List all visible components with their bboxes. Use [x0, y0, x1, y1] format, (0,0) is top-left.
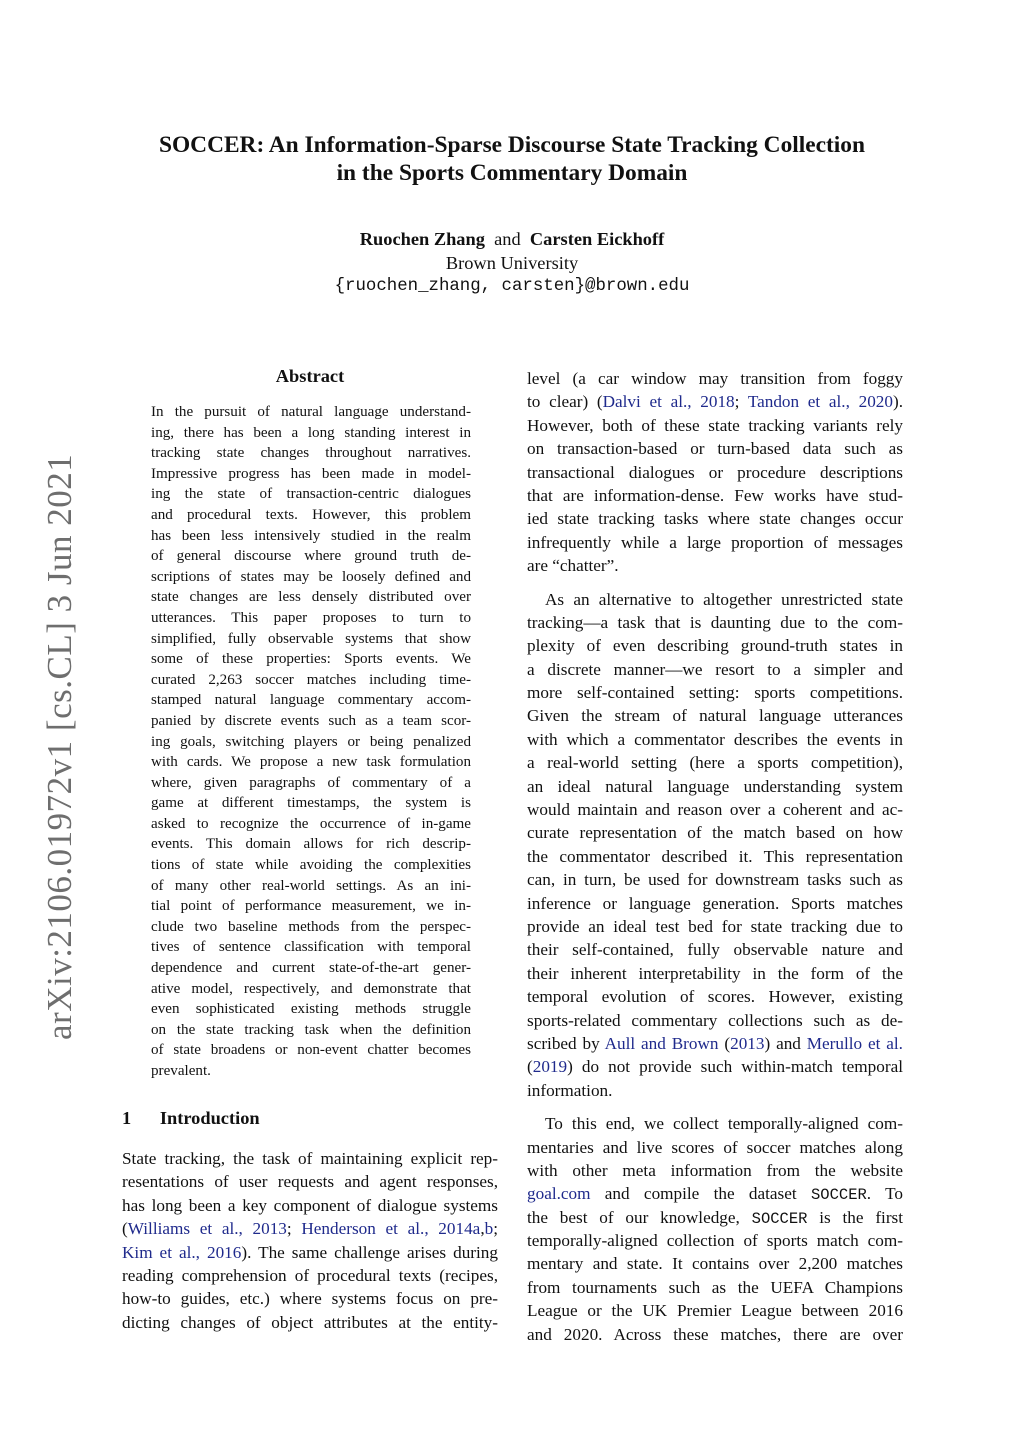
text-line: (2019) do not provide such within-match temporal [527, 1057, 903, 1077]
text-line: an ideal natural language understanding system [527, 776, 903, 796]
author-conjunction: and [494, 229, 521, 249]
abstract-line: ing the state of transaction-centric dialogues [151, 486, 471, 503]
abstract-line: ative model, respectively, and demonstrate that [151, 980, 471, 997]
text-line: to clear) (Dalvi et al., 2018; Tandon et al., 2020). [527, 392, 904, 412]
text-line: Given the stream of natural language utterances [527, 706, 903, 726]
text-line: dicting changes of object attributes at the entity- [122, 1312, 498, 1332]
text-line: how-to guides, etc.) where systems focus on pre- [122, 1289, 498, 1309]
affiliation: Brown University [445, 253, 579, 273]
abstract-line: even sophisticated existing methods struggle [151, 1001, 471, 1018]
text-line: curate representation of the match based on how [527, 823, 903, 843]
text-line: can, in turn, be used for downstream tasks such as [527, 870, 903, 890]
text-line: their inherent interpretability in the form of the [527, 963, 903, 983]
text-line: goal.com and compile the dataset SOCCER. To [527, 1184, 903, 1205]
abstract-line: state changes are less densely distributed over [151, 589, 471, 606]
text-line: infrequently while a large proportion of messages [527, 532, 903, 552]
text-line: (Williams et al., 2013; Henderson et al., 2014a,b; [122, 1219, 498, 1239]
abstract-line: of general discourse where ground truth de- [151, 548, 471, 565]
abstract-line: with cards. We propose a new task formulation [151, 754, 471, 771]
text-line: would maintain and reason over a coherent and ac- [527, 800, 903, 820]
abstract-line: tial point of performance measurement, we in- [151, 898, 471, 915]
website-link[interactable]: goal.com [527, 1184, 591, 1204]
text-line: information. [527, 1080, 613, 1100]
dataset-name: SOCCER [751, 1209, 808, 1228]
text-line: has long been a key component of dialogue systems [122, 1195, 498, 1215]
abstract-line: of many other real-world settings. As an ini- [151, 877, 471, 894]
section-number: 1 [122, 1108, 132, 1128]
abstract-line: tracking state changes throughout narratives. [151, 445, 471, 462]
citation-link[interactable]: Kim et al., 2016 [122, 1242, 242, 1262]
abstract-line: curated 2,263 soccer matches including time- [151, 671, 471, 688]
paper-title [60, 131, 964, 187]
abstract-line: of state broadens or non-event chatter becomes [151, 1042, 471, 1059]
author-2: Carsten Eickhoff [529, 229, 665, 249]
text-line: from tournaments such as the UEFA Champions [527, 1277, 903, 1297]
text-line: League or the UK Premier League between 2016 [527, 1301, 903, 1321]
abstract-line: tives of sentence classification with temporal [151, 939, 471, 956]
author-block [60, 227, 964, 299]
citation-link[interactable]: 2013 [730, 1033, 765, 1053]
author-names [60, 227, 964, 251]
text-line: resentations of user requests and agent responses, [122, 1172, 498, 1192]
text-line: Kim et al., 2016). The same challenge arises during [122, 1242, 498, 1262]
text-line: ied state tracking tasks where state changes occur [527, 509, 903, 529]
abstract-line: clude two baseline methods from the perspec- [151, 918, 471, 935]
text-line: However, both of these state tracking variants rely [527, 415, 903, 435]
text-line: more self-contained setting: sports competitions. [527, 683, 903, 703]
dataset-name: SOCCER [810, 1186, 867, 1205]
text-line: reading comprehension of procedural texts (recipes, [122, 1265, 498, 1285]
abstract-line: ing, there has been a long standing interest in [151, 424, 471, 441]
text-line: that are information-dense. Few works have stud- [527, 485, 903, 505]
author-emails: {ruochen_zhang, carsten}@brown.edu [334, 277, 690, 296]
text-line: State tracking, the task of maintaining explicit rep- [122, 1149, 498, 1168]
citation-link[interactable]: Aull and Brown [604, 1033, 719, 1053]
text-line: As an alternative to altogether unrestricted state [545, 589, 903, 609]
introduction-paragraph [122, 1147, 498, 1334]
text-line: with which a commentator describes the events in [527, 729, 903, 749]
author-1: Ruochen Zhang [359, 229, 485, 249]
abstract-line: simplified, fully observable systems that show [151, 630, 471, 647]
abstract-line: In the pursuit of natural language understand- [151, 404, 471, 420]
abstract-line: and procedural texts. However, this problem [151, 506, 471, 523]
text-line: with other meta information from the website [527, 1160, 903, 1180]
text-line: their self-contained, fully observable nature and [527, 940, 903, 960]
text-line: tracking—a task that is daunting due to the com- [527, 612, 903, 632]
citation-link[interactable]: Williams et al., 2013 [127, 1219, 287, 1239]
abstract-line: where, given paragraphs of commentary of a [151, 774, 471, 791]
abstract-line: panied by discrete events such as a team scor- [151, 712, 471, 729]
citation-link[interactable]: Tandon et al., 2020 [747, 392, 893, 412]
text-line: scribed by Aull and Brown (2013) and Merullo et al. [527, 1033, 903, 1053]
arxiv-identifier: arXiv:2106.01972v1 [cs.CL] 3 Jun 2021 [40, 453, 79, 1040]
text-line: To this end, we collect temporally-aligned com- [545, 1114, 903, 1134]
title-line-2: in the Sports Commentary Domain [336, 160, 688, 186]
text-line: and 2020. Across these matches, there are over [527, 1324, 903, 1344]
text-line: a real-world setting (here a sports competition), [527, 753, 903, 773]
abstract-line: game at different timestamps, the system is [151, 795, 471, 812]
abstract-heading: Abstract [275, 366, 345, 386]
text-line: on transaction-based or turn-based data such as [527, 439, 903, 459]
abstract-line: utterances. This paper proposes to turn to [151, 609, 471, 626]
abstract-line: has been less intensively studied in the realm [151, 527, 471, 544]
text-line: temporally-aligned collection of sports match com- [527, 1231, 903, 1251]
abstract-line: some of these properties: Sports events. We [151, 651, 471, 668]
text-line: the best of our knowledge, SOCCER is the first [527, 1207, 904, 1228]
abstract-body [151, 402, 471, 1082]
abstract-line: tions of state while avoiding the complexities [151, 857, 471, 874]
title-line-1: SOCCER: An Information-Sparse Discourse State Tracking Collection [158, 132, 866, 158]
text-line: are “chatter”. [527, 556, 619, 576]
citation-link[interactable]: Dalvi et al., 2018 [602, 392, 735, 412]
abstract-line: asked to recognize the occurrence of in-game [151, 815, 471, 832]
abstract-line: ing goals, switching players or being penalized [151, 733, 471, 750]
abstract-line: on the state tracking task when the definition [151, 1021, 471, 1038]
text-line: level (a car window may transition from foggy [527, 369, 903, 388]
text-line: temporal evolution of scores. However, existing [527, 987, 903, 1007]
text-line: mentary and state. It contains over 2,200 matches [527, 1254, 903, 1274]
section-title: Introduction [159, 1108, 260, 1128]
abstract-line: dependence and current state-of-the-art gener- [151, 960, 471, 977]
citation-link[interactable]: Henderson et al., 2014a [301, 1219, 481, 1239]
text-line: provide an ideal test bed for state tracking due to [527, 916, 903, 936]
abstract-line: Impressive progress has been made in model- [151, 465, 471, 482]
text-line: the commentator described it. This representation [527, 846, 903, 866]
section-heading-introduction [122, 1108, 260, 1129]
text-line: sports-related commentary collections such as de- [527, 1010, 903, 1030]
abstract-line: scriptions of states may be loosely defined and [151, 568, 471, 585]
abstract-line: prevalent. [151, 1063, 211, 1079]
text-line: transactional dialogues or procedure descriptions [527, 462, 903, 482]
citation-link[interactable]: 2019 [532, 1057, 568, 1077]
abstract-line: events. This domain allows for rich descrip- [151, 836, 471, 853]
text-line: inference or language generation. Sports matches [527, 893, 903, 913]
citation-link[interactable]: b [484, 1219, 494, 1239]
text-line: a discrete manner—we resort to a simpler and [527, 659, 903, 679]
text-line: mentaries and live scores of soccer matches along [527, 1137, 903, 1157]
text-line: plexity of even describing ground-truth states in [527, 636, 903, 656]
citation-link[interactable]: Merullo et al. [806, 1033, 903, 1053]
abstract-line: stamped natural language commentary accom- [151, 692, 471, 709]
right-column [527, 367, 903, 1346]
